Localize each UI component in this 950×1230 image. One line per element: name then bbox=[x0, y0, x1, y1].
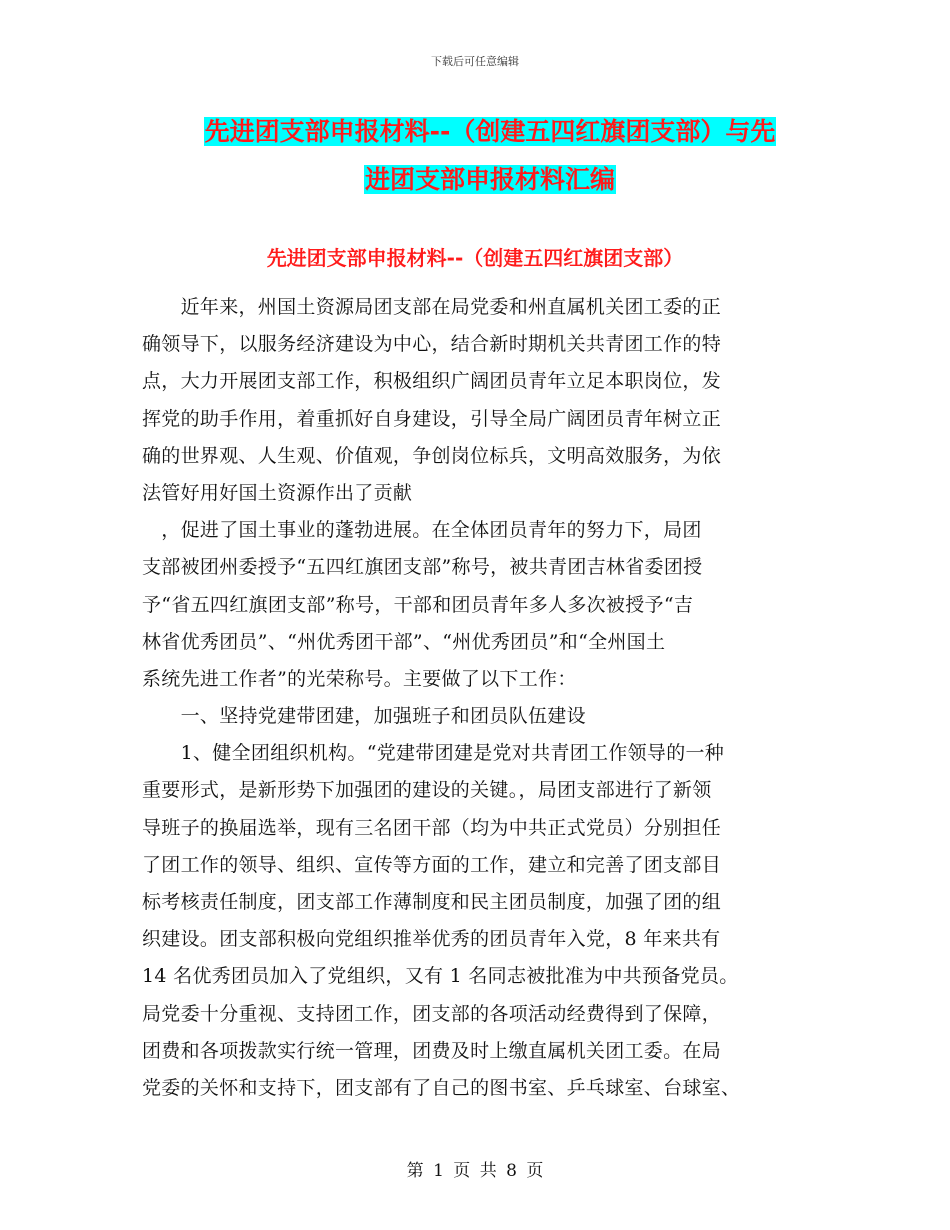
text-line: 挥党的助手作用，着重抓好自身建设，引导全局广阔团员青年树立正 bbox=[142, 407, 722, 430]
text-line: 标考核责任制度，团支部工作薄制度和民主团员制度，加强了团的组 bbox=[142, 891, 722, 913]
text-line: 团费和各项拨款实行统一管理，团费及时上缴直属机关团工委。在局 bbox=[142, 1039, 722, 1062]
text-line: 法管好用好国土资源作出了贡献 bbox=[142, 481, 413, 504]
text-line: 予“省五四红旗团支部”称号，干部和团员青年多人多次被授予“吉 bbox=[142, 593, 694, 616]
text-line: 一、坚持党建带团建，加强班子和团员队伍建设 bbox=[142, 705, 586, 728]
text-line: 点，大力开展团支部工作，积极组织广阔团员青年立足本职岗位，发 bbox=[142, 370, 722, 393]
text-line: 重要形式，是新形势下加强团的建设的关键。，局团支部进行了新领 bbox=[142, 779, 712, 802]
page-number: 第 1 页 共 8 页 bbox=[406, 1161, 544, 1181]
text-line: 确的世界观、人生观、价值观，争创岗位标兵，文明高效服务，为依 bbox=[142, 444, 722, 467]
text-line: 支部被团州委授予“五四红旗团支部”称号，被共青团吉林省委团授 bbox=[142, 556, 703, 579]
text-line: 14 名优秀团员加入了党组织，又有 1 名同志被批准为中共预备党员。 bbox=[142, 965, 739, 988]
text-line: 确领导下，以服务经济建设为中心，结合新时期机关共青团工作的特 bbox=[142, 333, 722, 356]
title-line-1: 先进团支部申报材料--（创建五四红旗团支部）与先 bbox=[204, 117, 776, 146]
body-text bbox=[142, 289, 810, 1107]
text-line: 织建设。团支部积极向党组织推举优秀的团员青年入党，8 年来共有 bbox=[142, 928, 721, 951]
text-line: 党委的关怀和支持下，团支部有了自己的图书室、乒乓球室、台球室、 bbox=[142, 1076, 741, 1099]
text-line: 林省优秀团员”、“州优秀团干部”、“州优秀团员”和“全州国土 bbox=[142, 630, 666, 653]
text-line: 局党委十分重视、支持团工作，团支部的各项活动经费得到了保障， bbox=[142, 1002, 722, 1025]
text-line: 1、健全团组织机构。“党建带团建是党对共青团工作领导的一种 bbox=[142, 742, 725, 765]
section-title: 先进团支部申报材料--（创建五四红旗团支部） bbox=[266, 246, 684, 270]
text-line: 近年来，州国土资源局团支部在局党委和州直属机关团工委的正 bbox=[142, 296, 722, 318]
text-line: 了团工作的领导、组织、宣传等方面的工作，建立和完善了团支部目 bbox=[142, 853, 722, 876]
text-line: 系统先进工作者”的光荣称号。主要做了以下工作： bbox=[142, 667, 577, 690]
title-line-2: 进团支部申报材料汇编 bbox=[364, 165, 615, 194]
text-line: 导班子的换届选举，现有三名团干部（均为中共正式党员）分别担任 bbox=[142, 816, 722, 839]
text-line: ，促进了国土事业的蓬勃进展。在全体团员青年的努力下，局团 bbox=[142, 519, 702, 542]
header-note: 下载后可任意编辑 bbox=[431, 55, 519, 68]
document-title bbox=[150, 108, 830, 204]
